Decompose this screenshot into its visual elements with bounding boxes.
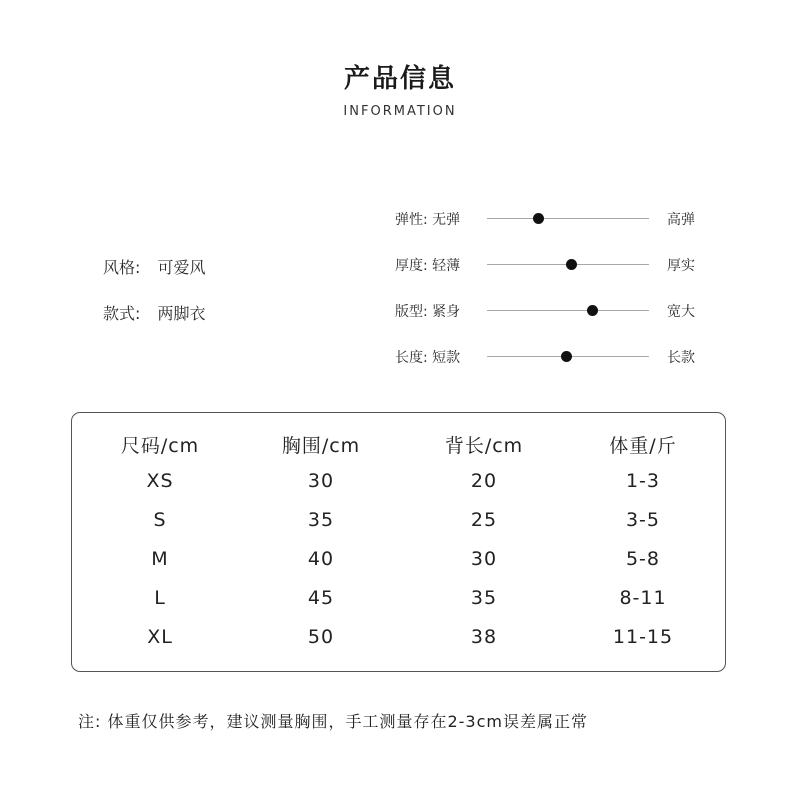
cell-chest: 35 bbox=[307, 509, 335, 531]
attr-label: 厚度: 轻薄 bbox=[395, 258, 461, 274]
cell-back-length: 20 bbox=[470, 470, 498, 492]
attr-level-dot bbox=[533, 213, 544, 224]
attr-high-label: 厚实 bbox=[667, 258, 695, 274]
header-back-length: 背长/cm bbox=[444, 435, 524, 457]
table-row bbox=[72, 470, 725, 500]
attr-length bbox=[395, 345, 705, 369]
header-weight: 体重/斤 bbox=[609, 435, 677, 457]
cell-chest: 45 bbox=[307, 587, 335, 609]
attr-thickness bbox=[395, 253, 705, 277]
cell-size: XS bbox=[146, 470, 174, 492]
style-info-type bbox=[103, 301, 206, 324]
header-size: 尺码/cm bbox=[120, 435, 200, 457]
cell-weight: 11-15 bbox=[612, 626, 674, 648]
cell-weight: 3-5 bbox=[625, 509, 661, 531]
table-row bbox=[72, 626, 725, 656]
style-value: 可爱风 bbox=[157, 258, 206, 277]
cell-weight: 1-3 bbox=[625, 470, 661, 492]
cell-chest: 40 bbox=[307, 548, 335, 570]
attr-scale-line bbox=[487, 218, 649, 219]
attr-label: 弹性: 无弹 bbox=[395, 212, 461, 228]
size-table-header bbox=[72, 431, 725, 461]
attr-label: 长度: 短款 bbox=[395, 350, 461, 366]
cell-size: S bbox=[153, 509, 167, 531]
attr-scale-line bbox=[487, 310, 649, 311]
cell-back-length: 35 bbox=[470, 587, 498, 609]
footnote: 注: 体重仅供参考，建议测量胸围，手工测量存在2-3cm误差属正常 bbox=[78, 712, 588, 731]
attr-label: 版型: 紧身 bbox=[395, 304, 461, 320]
attr-level-dot bbox=[566, 259, 577, 270]
style-info-style bbox=[103, 255, 206, 278]
attr-elasticity bbox=[395, 207, 705, 231]
cell-size: L bbox=[154, 587, 166, 609]
cell-weight: 8-11 bbox=[619, 587, 667, 609]
attr-high-label: 长款 bbox=[667, 350, 695, 366]
cell-chest: 50 bbox=[307, 626, 335, 648]
style-key: 风格: bbox=[103, 258, 141, 277]
type-value: 两脚衣 bbox=[157, 304, 206, 323]
table-row bbox=[72, 587, 725, 617]
cell-chest: 30 bbox=[307, 470, 335, 492]
attr-level-dot bbox=[587, 305, 598, 316]
attr-fit bbox=[395, 299, 705, 323]
cell-back-length: 30 bbox=[470, 548, 498, 570]
cell-weight: 5-8 bbox=[625, 548, 661, 570]
attr-high-label: 宽大 bbox=[667, 304, 695, 320]
page-subtitle: INFORMATION bbox=[343, 104, 457, 119]
header-chest: 胸围/cm bbox=[281, 435, 361, 457]
attr-level-dot bbox=[561, 351, 572, 362]
cell-size: XL bbox=[147, 626, 173, 648]
page-title: 产品信息 bbox=[343, 64, 456, 94]
attr-high-label: 高弹 bbox=[667, 212, 695, 228]
cell-size: M bbox=[151, 548, 169, 570]
type-key: 款式: bbox=[103, 304, 141, 323]
table-row bbox=[72, 548, 725, 578]
cell-back-length: 38 bbox=[470, 626, 498, 648]
cell-back-length: 25 bbox=[470, 509, 498, 531]
size-table bbox=[71, 412, 726, 672]
table-row bbox=[72, 509, 725, 539]
